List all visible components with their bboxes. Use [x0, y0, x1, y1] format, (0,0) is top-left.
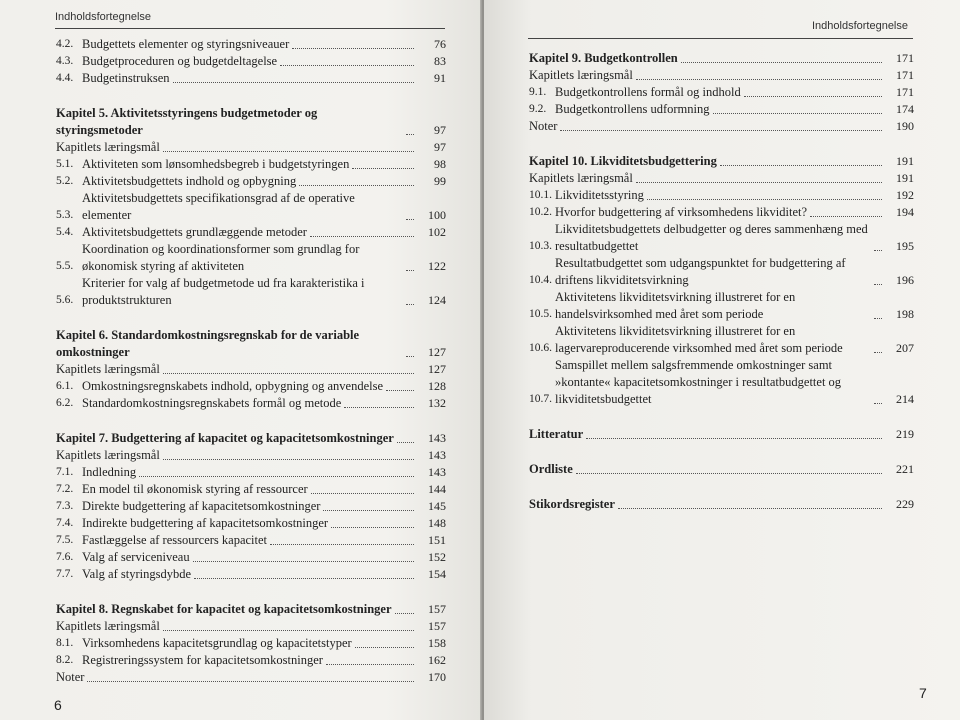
toc-entry: [56, 156, 446, 173]
page-ref: 191: [896, 154, 914, 168]
page-ref: 171: [896, 68, 914, 82]
entry-title: Koordination og koordinationsformer som grundlag for økonomisk styring af aktiviteten: [82, 242, 360, 273]
section-number: 9.2.: [529, 103, 547, 115]
section-number: 10.4.: [529, 274, 552, 286]
page-ref: 190: [896, 119, 914, 133]
page-ref: 83: [434, 54, 446, 68]
toc-entry: [56, 395, 446, 412]
chapter-entry: [56, 327, 446, 361]
entry-title: Kapitlets læringsmål: [56, 362, 160, 376]
entry-title: Kapitlets læringsmål: [529, 171, 633, 185]
page-ref: 143: [428, 431, 446, 445]
page-ref: 145: [428, 499, 446, 513]
section-number: 9.1.: [529, 86, 547, 98]
toc-entry: [56, 652, 446, 669]
entry-title: Budgetkontrollens formål og indhold: [555, 85, 741, 99]
page-ref: 214: [896, 392, 914, 406]
page-ref: 198: [896, 307, 914, 321]
section-number: 7.1.: [56, 466, 74, 478]
entry-title: Budgettets elementer og styringsniveauer: [82, 37, 290, 51]
running-head: Indholdsfortegnelse: [55, 11, 152, 23]
section-number: 5.2.: [56, 175, 74, 187]
toc-entry: [56, 635, 446, 652]
page-ref: 221: [896, 462, 914, 476]
running-head: Indholdsfortegnelse: [811, 20, 908, 32]
entry-title: Valg af serviceniveau: [82, 550, 190, 564]
chapter-entry: [529, 50, 914, 67]
page-ref: 132: [428, 396, 446, 410]
page-ref: 143: [428, 465, 446, 479]
page-ref: 219: [896, 427, 914, 441]
section-number: 6.1.: [56, 380, 74, 392]
entry-title: En model til økonomisk styring af ressourcer: [82, 482, 308, 496]
entry-title: Kapitlets læringsmål: [56, 140, 160, 154]
page-ref: 143: [428, 448, 446, 462]
section-number: 7.2.: [56, 483, 74, 495]
right-page: [484, 0, 960, 720]
toc-entry: [529, 255, 914, 289]
section-number: 7.4.: [56, 517, 74, 529]
page-number: 6: [54, 697, 62, 713]
toc-entry: [56, 70, 446, 87]
page-ref: 196: [896, 273, 914, 287]
section-number: 4.3.: [56, 55, 74, 67]
entry-title: Likviditetsstyring: [555, 188, 644, 202]
toc-entry: [529, 118, 914, 135]
page-ref: 191: [896, 171, 914, 185]
toc-entry: [56, 224, 446, 241]
entry-title: Registreringssystem for kapacitetsomkostninger: [82, 653, 323, 667]
toc-entry: [56, 618, 446, 635]
page-ref: 148: [428, 516, 446, 530]
page-ref: 99: [434, 174, 446, 188]
section-number: 7.5.: [56, 534, 74, 546]
section-number: 10.2.: [529, 206, 552, 218]
entry-title: Aktivitetens likviditetsvirkning illustreret for en lagervareproducerende virksomhed med året som periode: [555, 324, 843, 355]
page-ref: 152: [428, 550, 446, 564]
page-ref: 158: [428, 636, 446, 650]
section-number: 10.3.: [529, 240, 552, 252]
section-number: 4.2.: [56, 38, 74, 50]
toc-entry: [56, 241, 446, 275]
entry-title: Hvorfor budgettering af virksomhedens likviditet?: [555, 205, 808, 219]
section-number: 5.3.: [56, 209, 74, 221]
section-number: 10.1.: [529, 189, 552, 201]
section-number: 10.5.: [529, 308, 552, 320]
page-ref: 194: [896, 205, 914, 219]
page-ref: 229: [896, 497, 914, 511]
chapter-title: Kapitel 6. Standardomkostningsregnskab for de variable omkostninger: [56, 328, 360, 359]
page-ref: 170: [428, 670, 446, 684]
page-ref: 171: [896, 85, 914, 99]
entry-title: Indirekte budgettering af kapacitetsomkostninger: [82, 516, 329, 530]
toc-entry: [56, 566, 446, 583]
table-of-contents: [529, 50, 914, 513]
toc-entry: [56, 36, 446, 53]
entry-title: Kapitlets læringsmål: [56, 619, 160, 633]
chapter-title: Ordliste: [529, 462, 573, 476]
toc-entry: [529, 357, 914, 408]
toc-entry: [529, 204, 914, 221]
page-ref: 76: [434, 37, 446, 51]
page-ref: 100: [428, 208, 446, 222]
entry-title: Resultatbudgettet som udgangspunktet for budgettering af driftens likviditetsvirkning: [555, 256, 846, 287]
toc-entry: [529, 101, 914, 118]
page-ref: 97: [434, 123, 446, 137]
entry-title: Kapitlets læringsmål: [529, 68, 633, 82]
section-number: 7.3.: [56, 500, 74, 512]
entry-title: Noter: [56, 670, 85, 684]
section-number: 8.2.: [56, 654, 74, 666]
page-ref: 97: [434, 140, 446, 154]
page-ref: 128: [428, 379, 446, 393]
page-ref: 102: [428, 225, 446, 239]
entry-title: Kapitlets læringsmål: [56, 448, 160, 462]
toc-entry: [56, 481, 446, 498]
page-ref: 207: [896, 341, 914, 355]
entry-title: Direkte budgettering af kapacitetsomkostninger: [82, 499, 321, 513]
entry-title: Aktivitetsbudgettets indhold og opbygning: [82, 174, 297, 188]
entry-title: Noter: [529, 119, 558, 133]
page-ref: 154: [428, 567, 446, 581]
toc-entry: [56, 173, 446, 190]
section-number: 10.7.: [529, 393, 552, 405]
page-ref: 127: [428, 345, 446, 359]
chapter-title: Kapitel 7. Budgettering af kapacitet og kapacitetsomkostninger: [56, 431, 394, 445]
header-rule: [55, 28, 445, 29]
chapter-entry: [529, 496, 914, 513]
page-ref: 98: [434, 157, 446, 171]
entry-title: Likviditetsbudgettets delbudgetter og deres sammenhæng med resultatbudgettet: [555, 222, 868, 253]
entry-title: Virksomhedens kapacitetsgrundlag og kapacitetstyper: [82, 636, 352, 650]
toc-entry: [529, 221, 914, 255]
entry-title: Omkostningsregnskabets indhold, opbygning og anvendelse: [82, 379, 384, 393]
page-ref: 151: [428, 533, 446, 547]
entry-title: Aktivitetsbudgettets grundlæggende metoder: [82, 225, 307, 239]
entry-title: Valg af styringsdybde: [82, 567, 192, 581]
chapter-title: Kapitel 5. Aktivitetsstyringens budgetmetoder og styringsmetoder: [56, 106, 318, 137]
toc-entry: [56, 447, 446, 464]
chapter-title: Litteratur: [529, 427, 584, 441]
toc-entry: [529, 67, 914, 84]
entry-title: Budgetinstruksen: [82, 71, 170, 85]
toc-entry: [56, 464, 446, 481]
entry-title: Samspillet mellem salgsfremmende omkostninger samt »kontante« kapacitetsomkostninger i resultatbudgettet og likviditetsbudgettet: [555, 358, 842, 406]
section-number: 10.6.: [529, 342, 552, 354]
page-ref: 174: [896, 102, 914, 116]
toc-entry: [56, 190, 446, 224]
entry-title: Standardomkostningsregnskabets formål og metode: [82, 396, 342, 410]
page-ref: 127: [428, 362, 446, 376]
toc-entry: [56, 549, 446, 566]
section-number: 5.5.: [56, 260, 74, 272]
page-number: 7: [919, 685, 927, 701]
page-ref: 192: [896, 188, 914, 202]
page-ref: 124: [428, 293, 446, 307]
page-ref: 162: [428, 653, 446, 667]
page-ref: 195: [896, 239, 914, 253]
toc-entry: [56, 361, 446, 378]
entry-title: Aktivitetens likviditetsvirkning illustreret for en handelsvirksomhed med året som periode: [555, 290, 796, 321]
chapter-title: Kapitel 10. Likviditetsbudgettering: [529, 154, 717, 168]
entry-title: Kriterier for valg af budgetmetode ud fra karakteristika i produktstrukturen: [82, 276, 365, 307]
chapter-entry: [529, 153, 914, 170]
entry-title: Fastlæggelse af ressourcers kapacitet: [82, 533, 268, 547]
chapter-entry: [56, 105, 446, 139]
page-ref: 122: [428, 259, 446, 273]
entry-title: Aktivitetsbudgettets specifikationsgrad af de operative elementer: [82, 191, 355, 222]
page-ref: 144: [428, 482, 446, 496]
section-number: 8.1.: [56, 637, 74, 649]
toc-entry: [56, 532, 446, 549]
table-of-contents: [56, 36, 446, 686]
page-ref: 157: [428, 619, 446, 633]
page-ref: 157: [428, 602, 446, 616]
toc-entry: [529, 187, 914, 204]
section-number: 7.7.: [56, 568, 74, 580]
toc-entry: [56, 498, 446, 515]
toc-entry: [529, 170, 914, 187]
chapter-entry: [529, 426, 914, 443]
toc-entry: [529, 323, 914, 357]
section-number: 5.6.: [56, 294, 74, 306]
toc-entry: [56, 139, 446, 156]
chapter-title: Stikordsregister: [529, 497, 615, 511]
section-number: 6.2.: [56, 397, 74, 409]
toc-entry: [529, 84, 914, 101]
page-ref: 91: [434, 71, 446, 85]
entry-title: Aktiviteten som lønsomhedsbegreb i budgetstyringen: [82, 157, 350, 171]
section-number: 7.6.: [56, 551, 74, 563]
chapter-title: Kapitel 9. Budgetkontrollen: [529, 51, 678, 65]
header-rule: [528, 38, 913, 39]
toc-entry: [56, 669, 446, 686]
chapter-title: Kapitel 8. Regnskabet for kapacitet og kapacitetsomkostninger: [56, 602, 392, 616]
toc-entry: [56, 53, 446, 70]
entry-title: Indledning: [82, 465, 137, 479]
entry-title: Budgetkontrollens udformning: [555, 102, 710, 116]
chapter-entry: [56, 601, 446, 618]
toc-entry: [56, 515, 446, 532]
page-ref: 171: [896, 51, 914, 65]
chapter-entry: [529, 461, 914, 478]
entry-title: Budgetproceduren og budgetdeltagelse: [82, 54, 278, 68]
chapter-entry: [56, 430, 446, 447]
section-number: 5.4.: [56, 226, 74, 238]
toc-entry: [529, 289, 914, 323]
toc-entry: [56, 378, 446, 395]
section-number: 4.4.: [56, 72, 74, 84]
toc-entry: [56, 275, 446, 309]
section-number: 5.1.: [56, 158, 74, 170]
